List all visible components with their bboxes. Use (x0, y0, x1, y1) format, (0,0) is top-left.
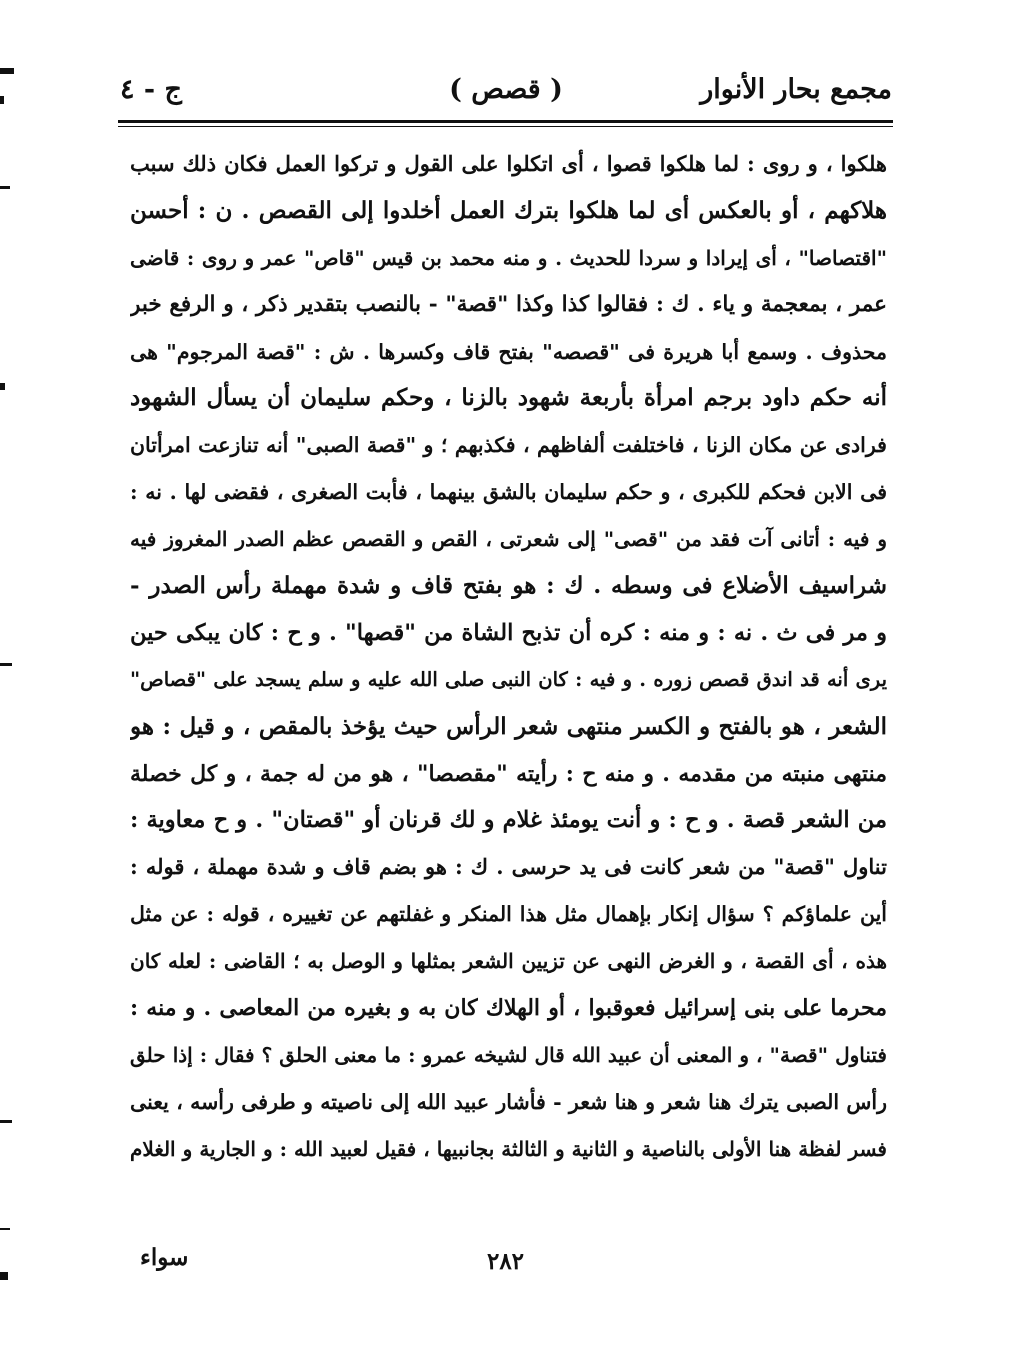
text-line: رأس الصبى يترك هنا شعر و هنا شعر - فأشار عبيد الله إلى ناصيته و طرفى رأسه ، يعنى (130, 1089, 887, 1114)
text-line: فى الابن فحكم للكبرى ، و حكم سليمان بالشق بينهما ، فأبت الصغرى ، فقضى لها . نه : (130, 480, 887, 505)
entry-heading: ( قصص ) (449, 74, 563, 105)
text-line: تناول "قصة" من شعر كانت فى يد حرسى . ك : هو بضم قاف و شدة مهملة ، قوله : (130, 854, 887, 880)
text-line: فسر لفظة هنا الأولى بالناصية و الثانية و الثالثة بجانبيها ، فقيل لعبيد الله : و الجارية و الغلام (130, 1136, 887, 1161)
text-line: هلكوا ، و روى : لما هلكوا قصوا ، أى اتكلوا على القول و تركوا العمل فكان ذلك سبب (130, 151, 887, 176)
margin-mark (0, 68, 14, 74)
margin-mark (0, 383, 5, 390)
margin-mark (0, 1228, 10, 1230)
text-line: فرادى عن مكان الزنا ، فاختلفت ألفاظهم ، فكذبهم ؛ و "قصة الصبى" أنه تنازعت امرأتان (130, 433, 887, 458)
text-line: عمر ، بمعجمة و ياء . ك : فقالوا كذا وكذا "قصة" - بالنصب بتقدير ذكر ، و الرفع خبر (130, 291, 887, 317)
text-line: منتهى منبته من مقدمه . و منه ح : رأيته "مقصصا" ، هو من له جمة ، و كل خصلة (130, 760, 887, 787)
header-rule-thin (118, 126, 893, 127)
book-title: مجمع بحار الأنوار (700, 74, 892, 105)
page-number: ٢٨٢ (486, 1248, 525, 1275)
text-line: محذوف . وسمع أبا هريرة فى "قصصه" بفتح قاف وكسرها . ش : "قصة المرجوم" هى (130, 339, 887, 364)
running-header (120, 74, 892, 114)
text-line: من الشعر قصة . و ح : و أنت يومئذ غلام و لك قرنان أو "قصتان" . و ح معاوية : (130, 807, 887, 834)
text-line: و مر فى ث . نه : و منه : كره أن تذبح الشاة من "قصها" . و ح : كان يبكى حين (130, 619, 887, 646)
text-line: هلاكهم ، أو بالعكس أى لما هلكوا بترك العمل أخلدوا إلى القصص . ن : أحسن (130, 196, 887, 224)
margin-mark (0, 96, 4, 104)
text-line: يرى أنه قد اندق قصص زوره . و فيه : كان النبى صلى الله عليه و سلم يسجد على "قصاص" (130, 667, 887, 691)
margin-mark (0, 186, 10, 189)
volume-number: ج - ٤ (120, 74, 182, 105)
catchword: سواء (140, 1244, 189, 1271)
text-line: و فيه : أتانى آت فقد من "قصى" إلى شعرتى ، القص و القصص عظم الصدر المغروز فيه (130, 527, 887, 552)
text-line: هذه ، أى القصة ، و الغرض النهى عن تزيين الشعر بمثلها و الوصل به ؛ القاضى : لعله كان (130, 949, 887, 974)
text-line: محرما على بنى إسرائيل فعوقبوا ، أو الهلاك كان به و بغيره من المعاصى . و منه : (130, 995, 887, 1022)
text-line: أين علماؤكم ؟ سؤال إنكار بإهمال مثل هذا المنكر و غفلتهم عن تغييره ، قوله : عن مثل (130, 902, 887, 927)
text-line: "اقتصاصا" ، أى إيرادا و سردا للحديث . و منه محمد بن قيس "قاص" عمر و روى : قاضى (130, 245, 887, 270)
text-line: أنه حكم داود برجم امرأة بأربعة شهود بالزنا ، وحكم سليمان أن يسأل الشهود (130, 384, 887, 412)
body-text (130, 141, 887, 1173)
margin-mark (0, 1120, 12, 1123)
text-line: شراسيف الأضلاع فى وسطه . ك : هو بفتح قاف و شدة مهملة رأس الصدر - (130, 572, 887, 600)
text-line: الشعر ، هو بالفتح و الكسر منتهى شعر الرأس حيث يؤخذ بالمقص ، و قيل : هو (130, 712, 887, 740)
margin-mark (0, 663, 12, 666)
text-line: فتناول "قصة" ، و المعنى أن عبيد الله قال لشيخه عمرو : ما معنى الحلق ؟ فقال : إذا حلق (130, 1042, 887, 1067)
header-rule-thick (118, 120, 893, 123)
margin-mark (0, 1272, 8, 1280)
